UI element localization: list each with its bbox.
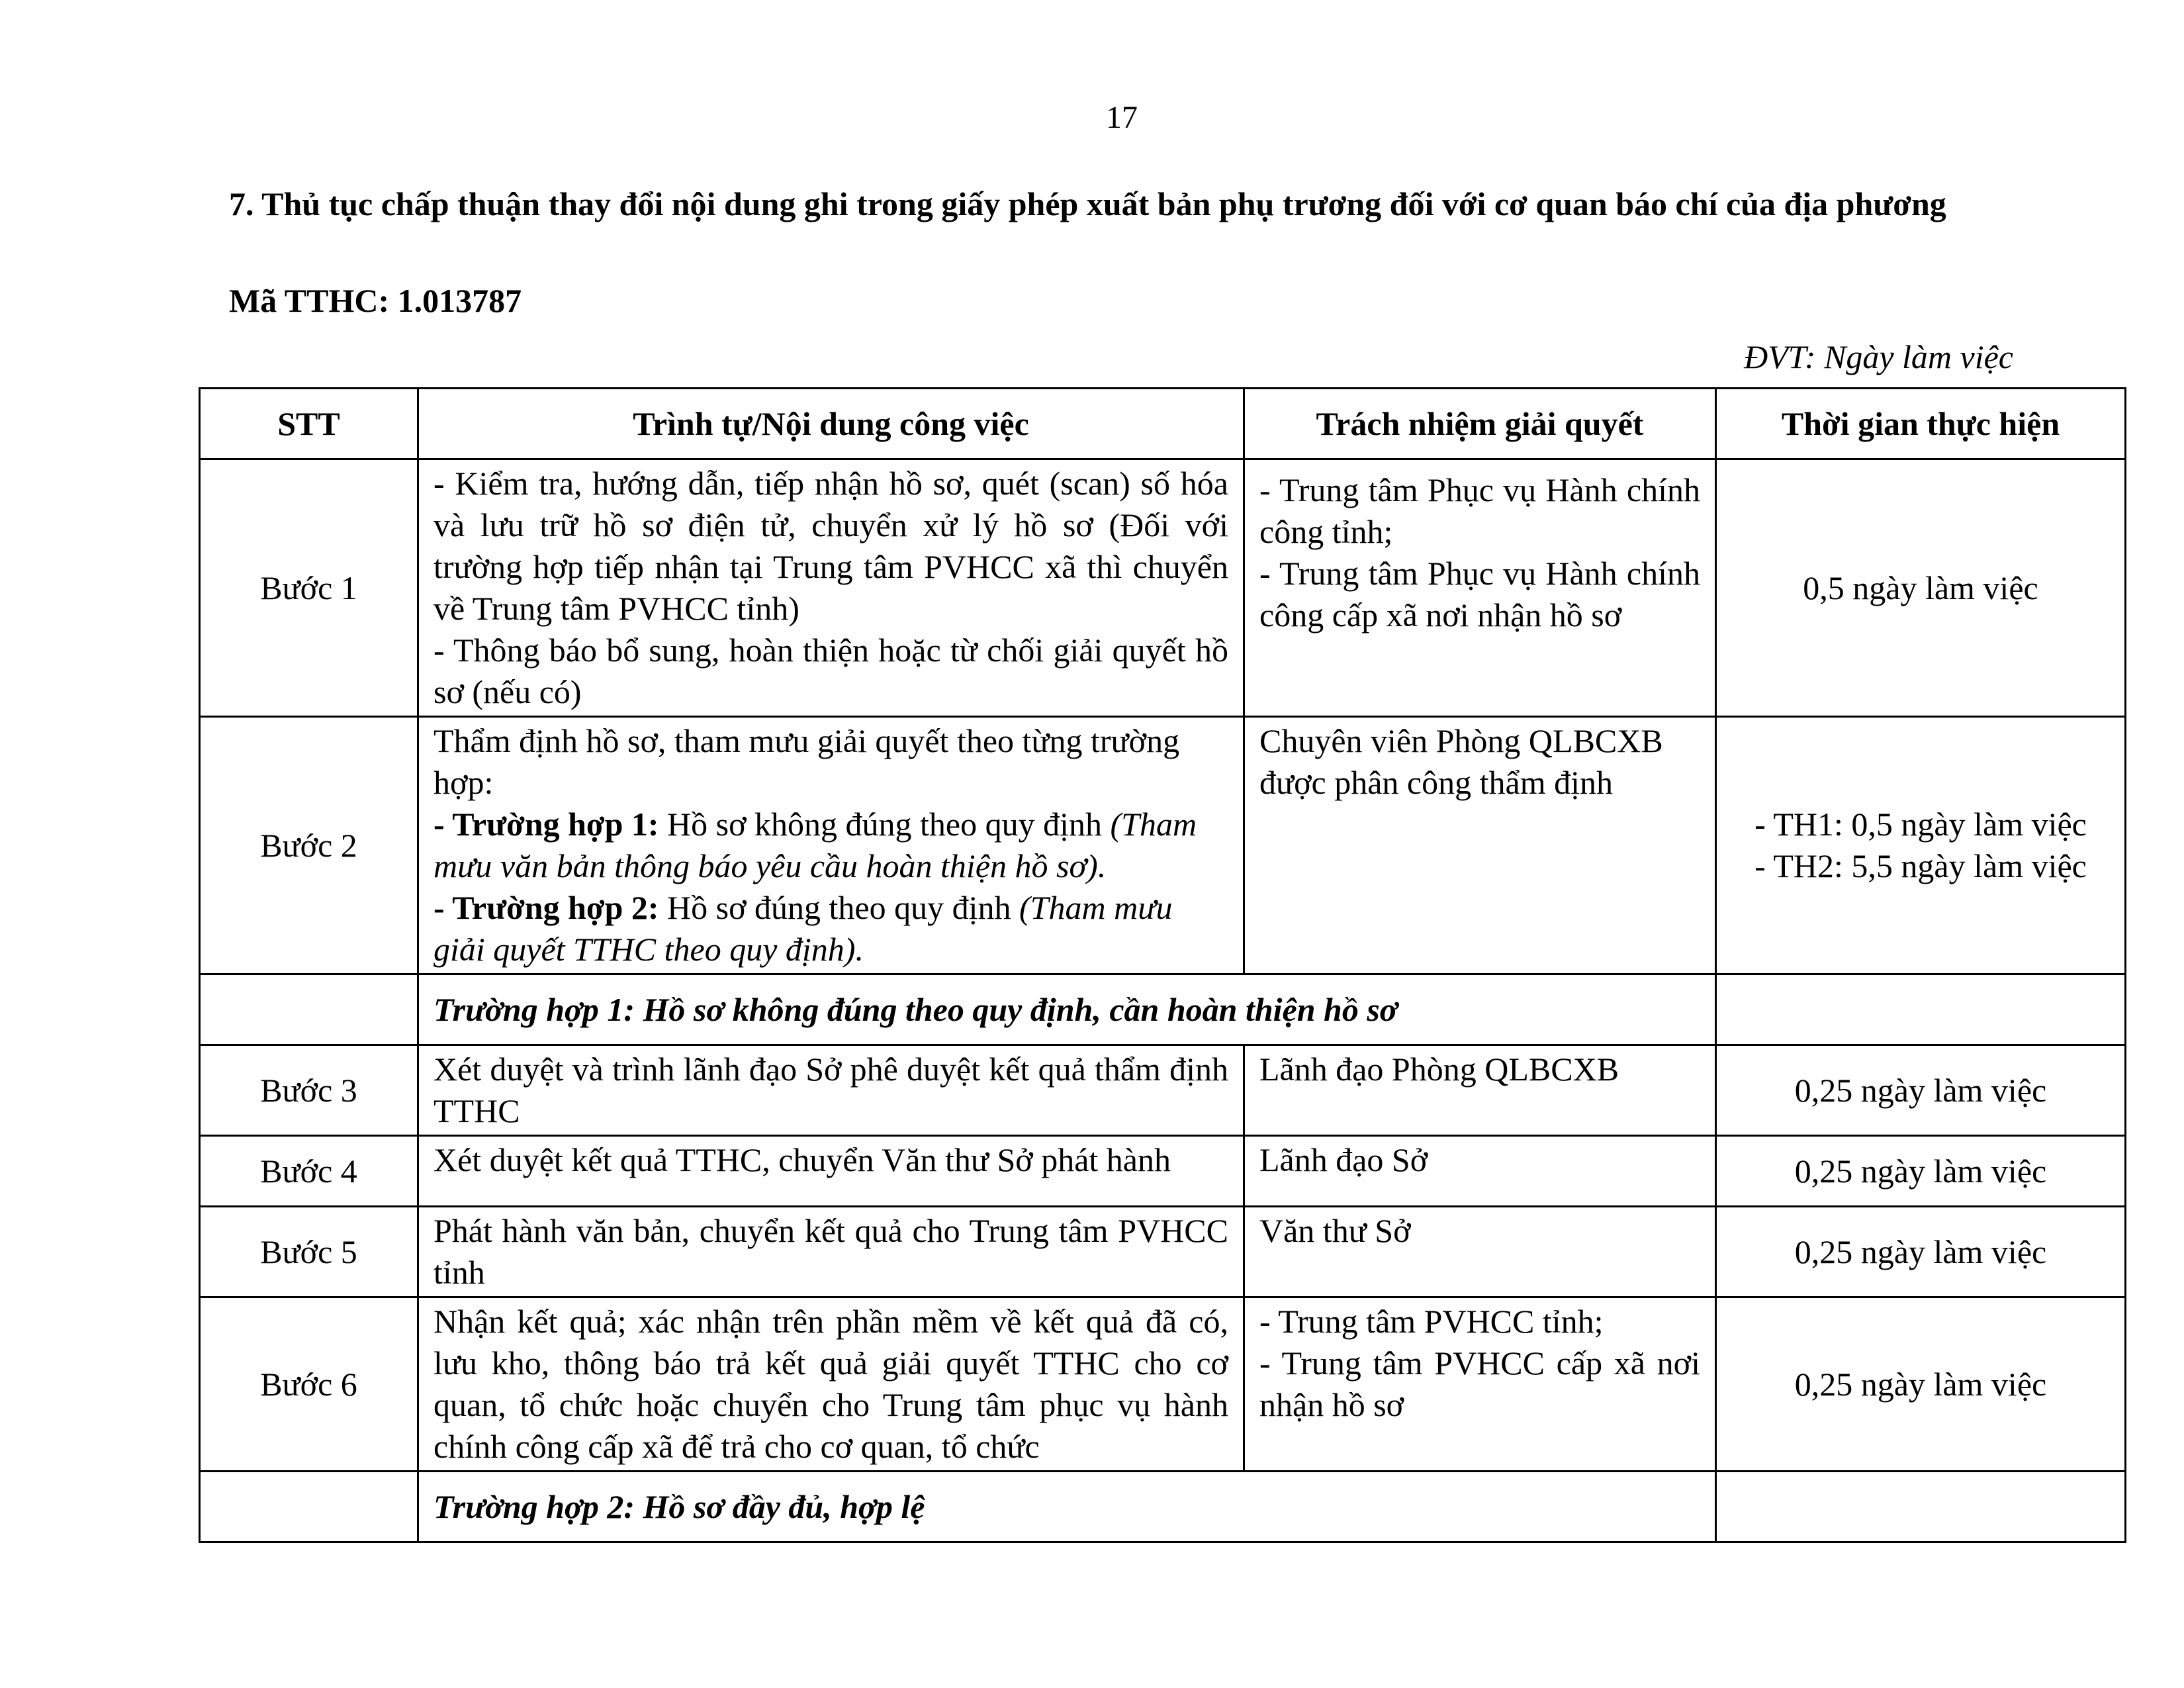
section-row: [200, 974, 2126, 1045]
table-row: [200, 1297, 2126, 1472]
header-responsibility: Trách nhiệm giải quyết: [1244, 389, 1716, 459]
step-label: Bước 5: [200, 1207, 418, 1297]
case-2-text: Hồ sơ đúng theo quy định: [659, 889, 1020, 926]
responsibility-line: - Trung tâm PVHCC tỉnh;: [1259, 1303, 1604, 1340]
table-row: [200, 1207, 2126, 1297]
responsibility-line: - Trung tâm Phục vụ Hành chính công tỉnh;: [1259, 471, 1700, 550]
case-1-note: (Tham mưu văn bản thông báo yêu cầu hoàn thiện hồ sơ).: [433, 806, 1197, 884]
step-label: Bước 4: [200, 1136, 418, 1207]
step-content: [418, 717, 1244, 974]
step-content: Xét duyệt và trình lãnh đạo Sở phê duyệt kết quả thẩm định TTHC: [418, 1045, 1244, 1136]
header-stt: STT: [200, 389, 418, 459]
step-label: Bước 3: [200, 1045, 418, 1136]
responsibility-line: - Trung tâm Phục vụ Hành chính công cấp xã nơi nhận hồ sơ: [1259, 555, 1700, 633]
step-responsibility: Lãnh đạo Phòng QLBCXB: [1244, 1045, 1716, 1136]
empty-cell: [200, 974, 418, 1045]
header-content: Trình tự/Nội dung công việc: [418, 389, 1244, 459]
empty-cell: [1716, 1472, 2126, 1542]
step-time: 0,25 ngày làm việc: [1716, 1136, 2126, 1207]
step-time: 0,5 ngày làm việc: [1716, 459, 2126, 717]
step-time: 0,25 ngày làm việc: [1716, 1207, 2126, 1297]
section-row: [200, 1472, 2126, 1542]
step-responsibility: [1244, 1297, 1716, 1472]
case-1-label: - Trường hợp 1:: [433, 806, 659, 843]
page-number: 17: [1106, 100, 1138, 135]
content-line: - Thông báo bổ sung, hoàn thiện hoặc từ chối giải quyết hồ sơ (nếu có): [433, 632, 1228, 710]
content-intro: Thẩm định hồ sơ, tham mưu giải quyết theo từng trường hợp:: [433, 722, 1180, 801]
procedure-title: 7. Thủ tục chấp thuận thay đổi nội dung ghi trong giấy phép xuất bản phụ trương đối với cơ quan báo chí của địa phương: [229, 185, 1946, 222]
section-heading: Trường hợp 1: Hồ sơ không đúng theo quy định, cần hoàn thiện hồ sơ: [418, 974, 1716, 1045]
step-responsibility: Chuyên viên Phòng QLBCXB được phân công thẩm định: [1244, 717, 1716, 974]
step-time: 0,25 ngày làm việc: [1716, 1297, 2126, 1472]
step-content: Xét duyệt kết quả TTHC, chuyển Văn thư Sở phát hành: [418, 1136, 1244, 1207]
unit-label: ĐVT: Ngày làm việc: [1744, 338, 2013, 375]
time-line: - TH1: 0,5 ngày làm việc: [1754, 806, 2087, 843]
procedure-table: [199, 387, 2126, 1543]
step-time: [1716, 717, 2126, 974]
step-responsibility: [1244, 459, 1716, 717]
step-time: 0,25 ngày làm việc: [1716, 1045, 2126, 1136]
table-row: [200, 1045, 2126, 1136]
section-heading: Trường hợp 2: Hồ sơ đầy đủ, hợp lệ: [418, 1472, 1716, 1542]
step-content: [418, 459, 1244, 717]
responsibility-line: - Trung tâm PVHCC cấp xã nơi nhận hồ sơ: [1259, 1344, 1700, 1423]
content-line: - Kiểm tra, hướng dẫn, tiếp nhận hồ sơ, quét (scan) số hóa và lưu trữ hồ sơ điện tử, chuyển xử lý hồ sơ (Đối với trường hợp tiếp nhận tại Trung tâm PVHCC xã thì chuyển về Trung tâm PVHCC tỉnh): [433, 465, 1228, 627]
table-header-row: [200, 389, 2126, 459]
table-row: [200, 459, 2126, 717]
step-label: Bước 1: [200, 459, 418, 717]
case-2-line: [433, 887, 1228, 970]
table-row: [200, 1136, 2126, 1207]
case-1-line: [433, 804, 1228, 887]
case-1-text: Hồ sơ không đúng theo quy định: [659, 806, 1111, 843]
header-time: Thời gian thực hiện: [1716, 389, 2126, 459]
step-content: Phát hành văn bản, chuyển kết quả cho Trung tâm PVHCC tỉnh: [418, 1207, 1244, 1297]
case-2-label: - Trường hợp 2:: [433, 889, 659, 926]
empty-cell: [1716, 974, 2126, 1045]
case-2-note: (Tham mưu giải quyết TTHC theo quy định).: [433, 889, 1173, 968]
step-label: Bước 2: [200, 717, 418, 974]
procedure-code: Mã TTHC: 1.013787: [229, 282, 522, 319]
step-responsibility: Văn thư Sở: [1244, 1207, 1716, 1297]
step-responsibility: Lãnh đạo Sở: [1244, 1136, 1716, 1207]
step-content: Nhận kết quả; xác nhận trên phần mềm về kết quả đã có, lưu kho, thông báo trả kết quả giải quyết TTHC cho cơ quan, tổ chức hoặc chuyển cho Trung tâm phục vụ hành chính công cấp xã để trả cho cơ quan, tổ chức: [418, 1297, 1244, 1472]
empty-cell: [200, 1472, 418, 1542]
table-row: [200, 717, 2126, 974]
time-line: - TH2: 5,5 ngày làm việc: [1754, 847, 2087, 884]
step-label: Bước 6: [200, 1297, 418, 1472]
